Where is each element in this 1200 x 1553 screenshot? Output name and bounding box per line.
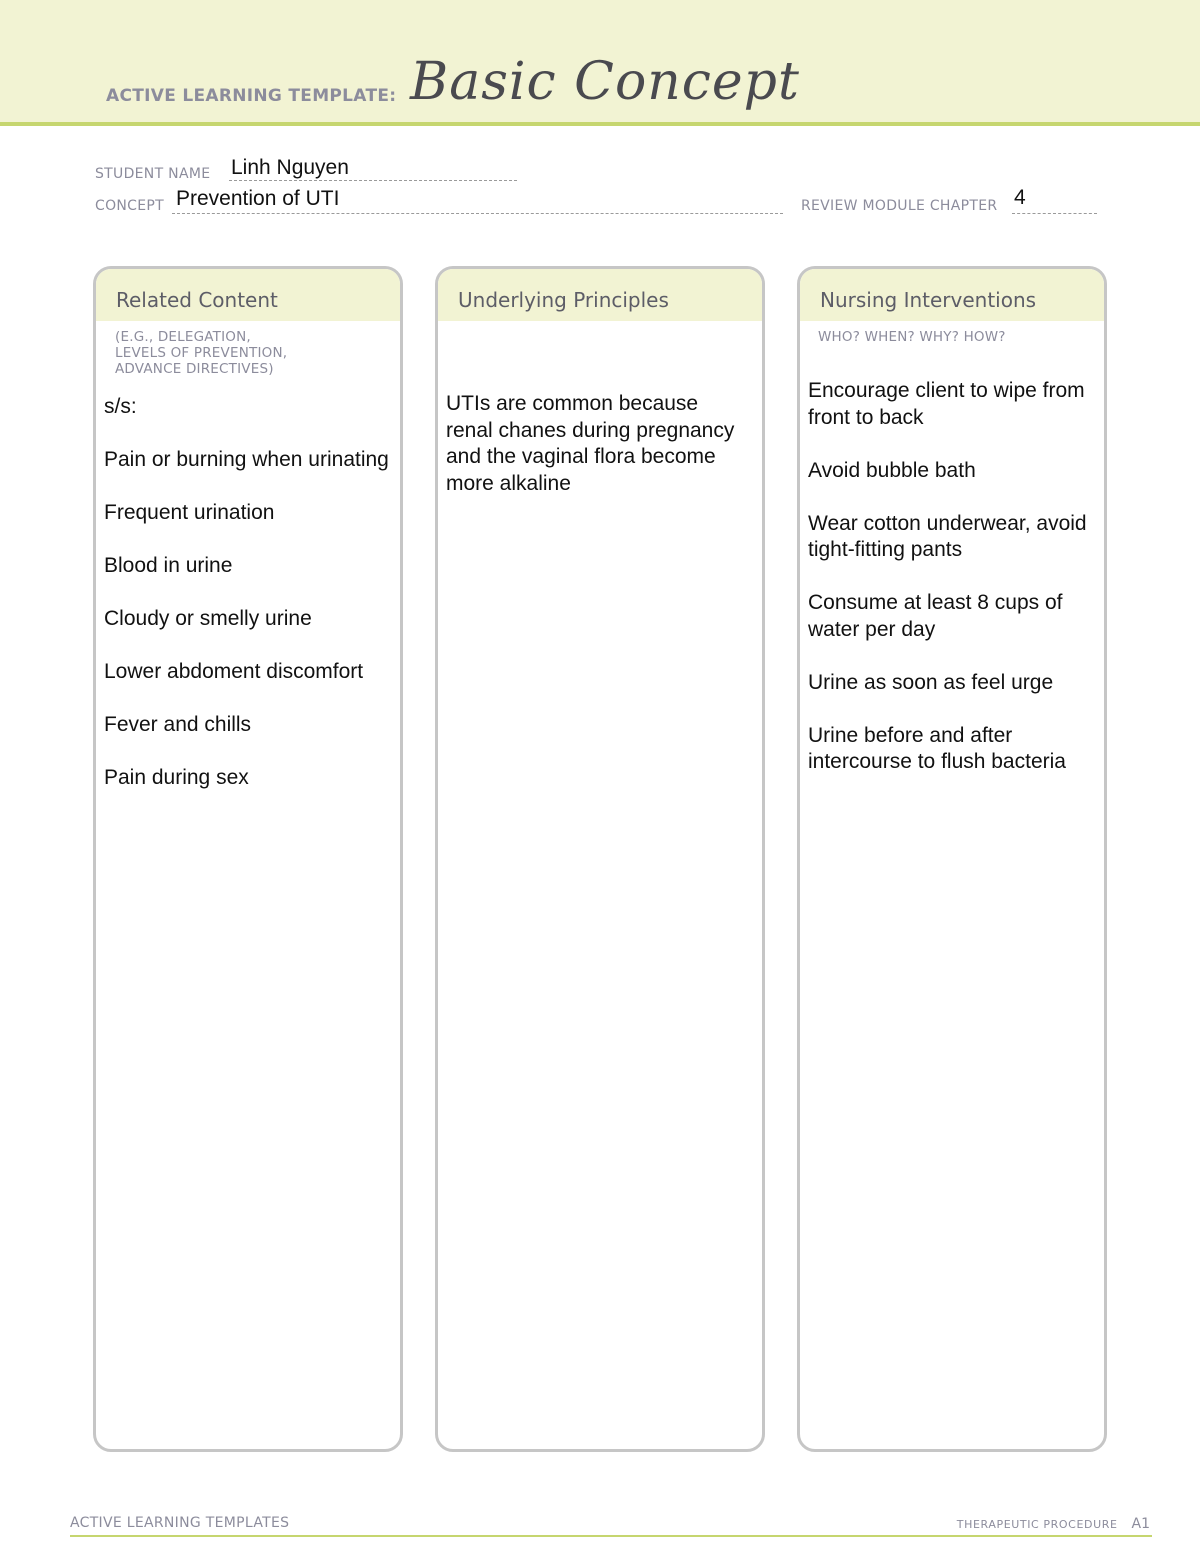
intervention-entry: Urine before and after intercourse to flush bacteria (808, 723, 1066, 773)
template-label: ACTIVE LEARNING TEMPLATE: (106, 86, 397, 106)
underlying-principles-card (435, 266, 765, 1452)
intervention-entry: Consume at least 8 cups of water per day (808, 591, 1063, 641)
related-entry: Blood in urine (104, 554, 233, 577)
underlying-principles-body[interactable] (438, 321, 762, 497)
related-subtitle-line: LEVELS OF PREVENTION, (115, 345, 288, 361)
intervention-entry: Urine as soon as feel urge (808, 670, 1054, 694)
related-entry: Frequent urination (104, 501, 275, 524)
underlying-principles-header (438, 269, 762, 321)
review-module-label: REVIEW MODULE CHAPTER (801, 198, 998, 214)
related-content-title: Related Content (116, 288, 278, 312)
nursing-interventions-subtitle: WHO? WHEN? WHY? HOW? (818, 329, 1006, 345)
nursing-interventions-title: Nursing Interventions (820, 288, 1037, 312)
related-content-card (93, 266, 403, 1452)
nursing-interventions-card (797, 266, 1107, 1452)
footer-left-label: ACTIVE LEARNING TEMPLATES (70, 1515, 290, 1531)
template-title: Basic Concept (410, 52, 800, 112)
related-content-header (96, 269, 400, 321)
related-subtitle-line: ADVANCE DIRECTIVES) (115, 361, 274, 377)
student-name-label: STUDENT NAME (95, 166, 211, 182)
nursing-interventions-header (800, 269, 1104, 321)
concept-line (172, 213, 783, 214)
student-name-line (229, 180, 517, 181)
related-entry: Cloudy or smelly urine (104, 607, 312, 630)
related-subtitle-line: (E.G., DELEGATION, (115, 329, 251, 345)
concept-label: CONCEPT (95, 198, 164, 214)
header-rule (0, 122, 1200, 126)
review-module-field[interactable]: 4 (1014, 186, 1026, 209)
related-entry: Pain or burning when urinating (104, 448, 389, 471)
nursing-interventions-body[interactable] (800, 345, 1104, 776)
related-content-subtitle (96, 321, 400, 377)
student-name-field[interactable]: Linh Nguyen (231, 156, 349, 179)
footer-page-number: A1 (1131, 1516, 1150, 1532)
intervention-entry: Encourage client to wipe from front to back (808, 379, 1085, 429)
footer-right-label (957, 1516, 1150, 1532)
related-entry: Pain during sex (104, 766, 249, 789)
related-entry: Fever and chills (104, 713, 252, 736)
related-entry: s/s: (104, 395, 137, 418)
principles-entry: UTIs are common because renal chanes during pregnancy and the vaginal flora become more alkaline (446, 392, 735, 495)
intervention-entry: Wear cotton underwear, avoid tight-fitting pants (808, 511, 1087, 561)
footer-rule (70, 1535, 1152, 1537)
related-content-body[interactable] (96, 377, 400, 792)
footer-section-label: THERAPEUTIC PROCEDURE (956, 1518, 1118, 1531)
concept-field[interactable]: Prevention of UTI (176, 187, 340, 210)
review-module-line (1012, 213, 1097, 214)
related-entry: Lower abdoment discomfort (104, 660, 364, 683)
intervention-entry: Avoid bubble bath (808, 458, 976, 482)
underlying-principles-title: Underlying Principles (458, 288, 669, 312)
